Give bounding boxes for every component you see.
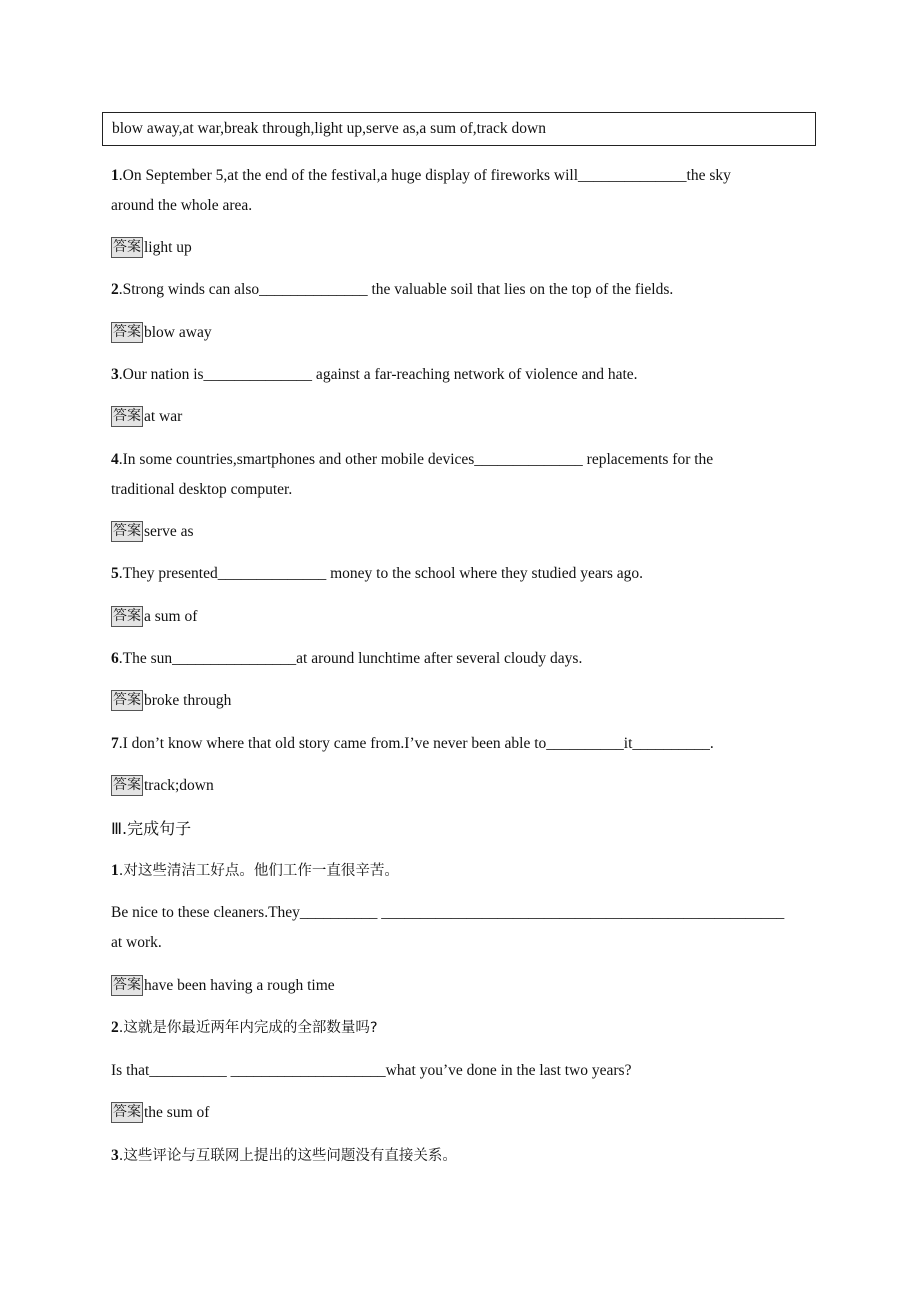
question-text: .这些评论与互联网上提出的这些问题没有直接关系。 xyxy=(118,1148,457,1164)
line-text: Is that__________ ____________________what you’ve done in the last two years? xyxy=(111,1062,632,1079)
question-text: .对这些清洁工好点。他们工作一直很辛苦。 xyxy=(118,863,399,879)
question-line xyxy=(111,365,638,385)
text-line xyxy=(111,196,252,216)
answer-text: light up xyxy=(144,239,192,257)
word-bank-box xyxy=(102,112,816,146)
question-line xyxy=(111,564,643,584)
question-line xyxy=(111,280,673,300)
answer-line xyxy=(111,776,214,797)
question-line xyxy=(111,1018,378,1038)
question-line xyxy=(111,450,713,470)
text-line xyxy=(111,933,162,953)
question-number: 4 xyxy=(111,451,119,468)
question-text: .I don’t know where that old story came from.I’ve never been able to__________it__________. xyxy=(118,735,714,752)
answer-text: blow away xyxy=(144,324,212,342)
section-heading-text: Ⅲ.完成句子 xyxy=(111,819,192,838)
question-text: .They presented______________ money to the school where they studied years ago. xyxy=(118,565,644,582)
line-text: at work. xyxy=(111,934,162,951)
answer-line xyxy=(111,522,194,543)
question-text: .Our nation is______________ against a far-reaching network of violence and hate. xyxy=(118,366,638,383)
answer-text: broke through xyxy=(144,692,232,710)
answer-badge: 答案 xyxy=(111,775,143,796)
question-text: .这就是你最近两年内完成的全部数量吗? xyxy=(118,1020,378,1036)
line-text: Be nice to these cleaners.They__________ ____________________________________________________ xyxy=(111,904,785,921)
answer-line xyxy=(111,1103,209,1124)
question-text: .The sun________________at around lunchtime after several cloudy days. xyxy=(118,650,583,667)
answer-text: a sum of xyxy=(144,608,198,626)
answer-badge: 答案 xyxy=(111,322,143,343)
question-text: .On September 5,at the end of the festival,a huge display of fireworks will______________the sky xyxy=(118,167,731,184)
answer-line xyxy=(111,976,335,997)
question-line xyxy=(111,166,731,186)
answer-text: track;down xyxy=(144,777,214,795)
word-bank-text: blow away,at war,break through,light up,serve as,a sum of,track down xyxy=(112,120,546,137)
question-line xyxy=(111,1146,457,1166)
text-line xyxy=(111,1061,631,1081)
question-line xyxy=(111,649,582,669)
question-number: 6 xyxy=(111,650,119,667)
question-number: 1 xyxy=(111,167,119,184)
answer-badge: 答案 xyxy=(111,521,143,542)
answer-line xyxy=(111,407,182,428)
line-text: around the whole area. xyxy=(111,197,253,214)
answer-line xyxy=(111,691,231,712)
question-number: 1 xyxy=(111,862,119,879)
answer-badge: 答案 xyxy=(111,690,143,711)
answer-badge: 答案 xyxy=(111,606,143,627)
answer-text: the sum of xyxy=(144,1104,210,1122)
question-number: 5 xyxy=(111,565,119,582)
answer-badge: 答案 xyxy=(111,1102,143,1123)
answer-line xyxy=(111,323,212,344)
answer-line xyxy=(111,607,197,628)
text-line xyxy=(111,480,292,500)
answer-text: at war xyxy=(144,408,183,426)
question-number: 2 xyxy=(111,1019,119,1036)
answer-badge: 答案 xyxy=(111,975,143,996)
answer-text: have been having a rough time xyxy=(144,977,335,995)
question-line xyxy=(111,734,714,754)
question-number: 3 xyxy=(111,366,119,383)
question-text: .Strong winds can also______________ the valuable soil that lies on the top of the fields. xyxy=(118,281,674,298)
line-text: traditional desktop computer. xyxy=(111,481,293,498)
section-heading xyxy=(111,819,191,840)
question-line xyxy=(111,861,399,881)
question-number: 7 xyxy=(111,735,119,752)
question-number: 2 xyxy=(111,281,119,298)
answer-badge: 答案 xyxy=(111,406,143,427)
question-text: .In some countries,smartphones and other mobile devices______________ replacements for the xyxy=(118,451,714,468)
text-line xyxy=(111,903,784,923)
question-number: 3 xyxy=(111,1147,119,1164)
answer-text: serve as xyxy=(144,523,194,541)
answer-line xyxy=(111,238,192,259)
answer-badge: 答案 xyxy=(111,237,143,258)
